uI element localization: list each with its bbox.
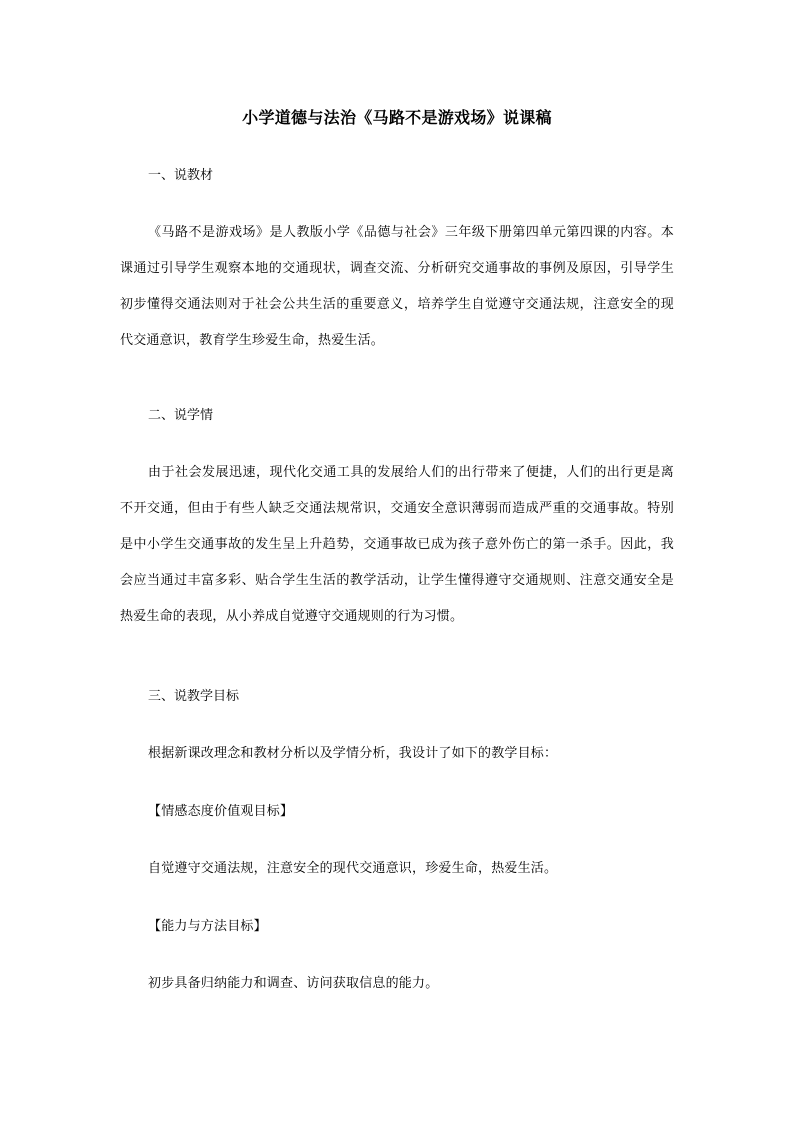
section-heading-teaching-material: 一、说教材 <box>148 168 214 183</box>
document-title: 小学道德与法治《马路不是游戏场》说课稿 <box>242 108 552 127</box>
section-heading-teaching-goals: 三、说教学目标 <box>148 689 240 704</box>
goal-label-emotion: 【情感态度价值观目标】 <box>148 804 294 819</box>
goal-text-ability: 初步具备归纳能力和调查、访问获取信息的能力。 <box>148 976 439 991</box>
section-heading-student-analysis: 二、说学情 <box>148 408 214 423</box>
goal-text-emotion: 自觉遵守交通法规，注意安全的现代交通意识，珍爱生命，热爱生活。 <box>148 861 558 876</box>
paragraph-teaching-material: 《马路不是游戏场》是人教版小学《品德与社会》三年级下册第四单元第四课的内容。本课通过引导学生观察本地的交通现状，调查交流、分析研究交通事故的事例及原因，引导学生初步懂得交通法则对于社会公共生活的重要意义，培养学生自觉遵守交通法规，注意安全的现代交通意识，教育学生珍爱生命，热爱生活。 <box>120 225 674 348</box>
goals-intro: 根据新课改理念和教材分析以及学情分析，我设计了如下的教学目标： <box>148 746 558 761</box>
paragraph-student-analysis: 由于社会发展迅速，现代化交通工具的发展给人们的出行带来了便捷，人们的出行更是离不开交通，但由于有些人缺乏交通法规常识，交通安全意识薄弱而造成严重的交通事故。特别是中小学生交通事故的发生呈上升趋势，交通事故已成为孩子意外伤亡的第一杀手。因此，我会应当通过丰富多彩、贴合学生生活的教学活动，让学生懂得遵守交通规则、注意交通安全是热爱生命的表现，从小养成自觉遵守交通规则的行为习惯。 <box>120 465 674 624</box>
goal-label-ability: 【能力与方法目标】 <box>148 919 267 934</box>
